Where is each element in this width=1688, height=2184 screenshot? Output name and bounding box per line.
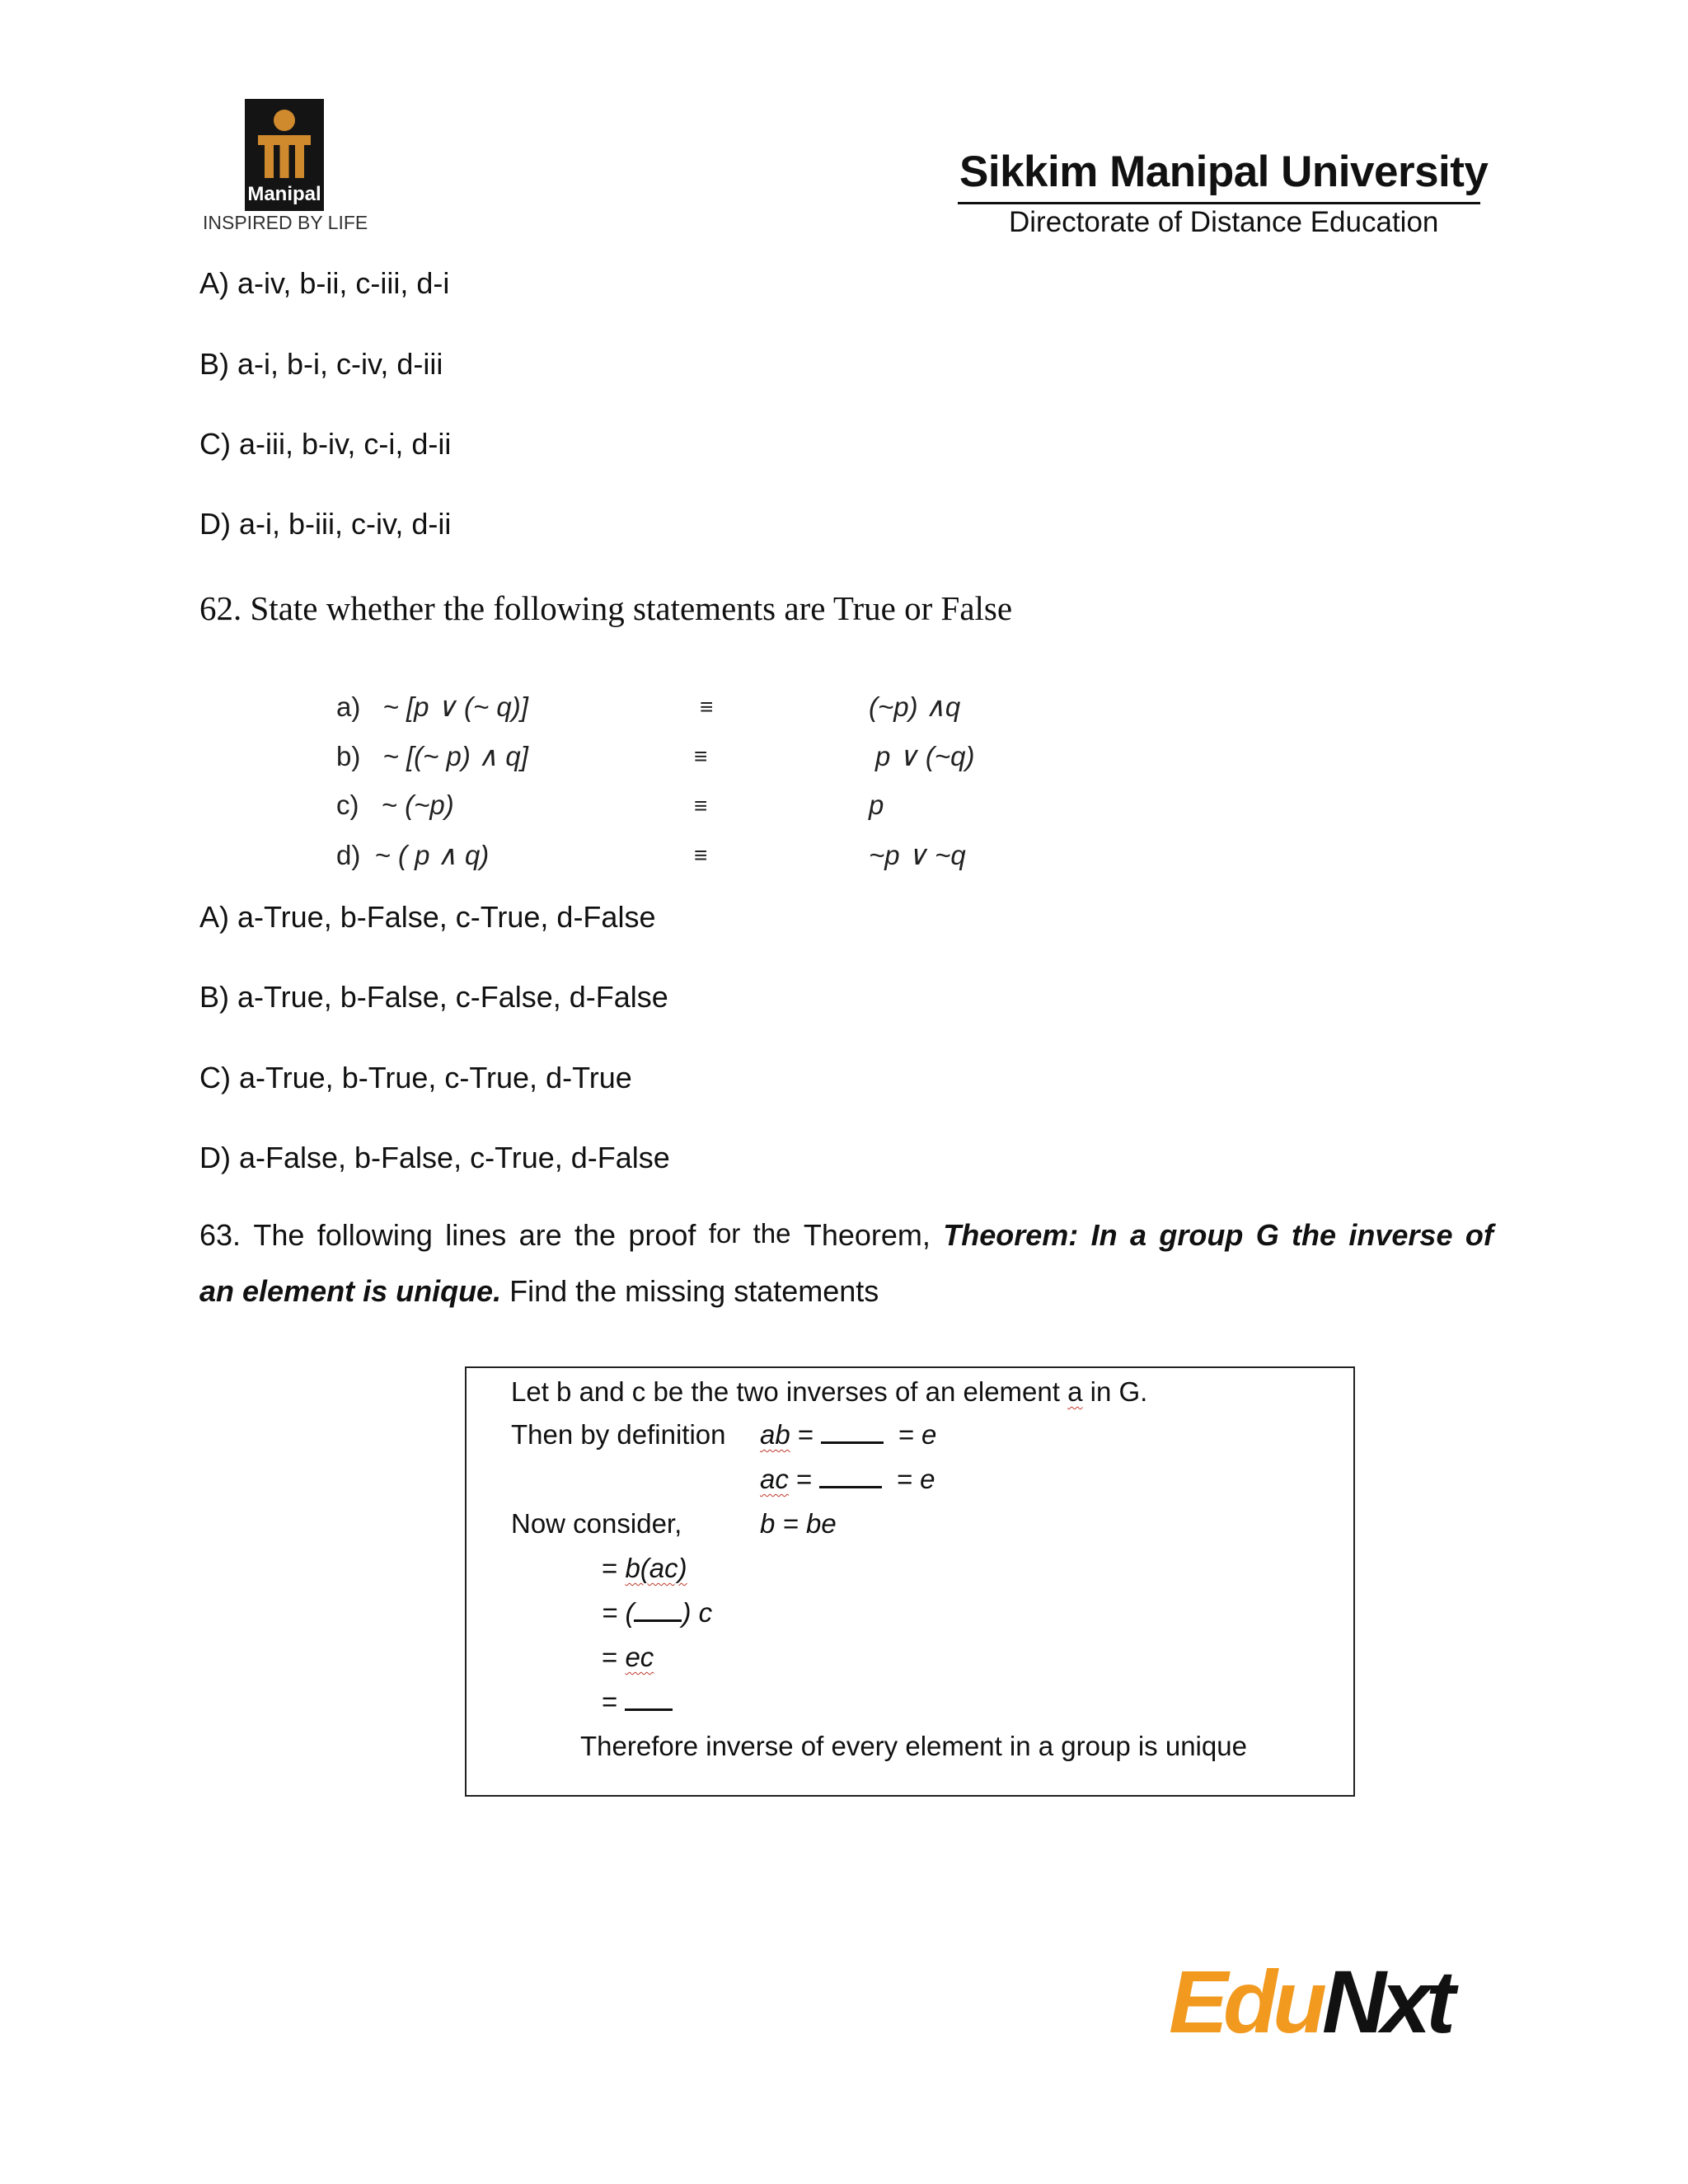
q63-word: Theorem, (803, 1218, 931, 1252)
statement-label: d) (336, 840, 361, 870)
q63-word: The (253, 1218, 305, 1252)
q61-option-b: B) a-i, b-i, c-iv, d-iii (199, 347, 443, 381)
step-2-close: ) c (682, 1597, 713, 1628)
brand-edu: Edu (1169, 1952, 1322, 2051)
element-a: a (1067, 1376, 1083, 1407)
q62-question: 62. State whether the following statements are True or False (199, 589, 1013, 627)
q62-statement-c-left (336, 790, 454, 821)
q63-word: the (753, 1218, 791, 1249)
eq-sign: = (602, 1642, 626, 1672)
header-rule (958, 202, 1480, 204)
q62-statement-b-right: p ∨ (~q) (875, 741, 975, 771)
q61-option-c: C) a-iii, b-iv, c-i, d-ii (199, 427, 452, 461)
q63-word: 63. (199, 1218, 241, 1252)
proof-line-1-end: in G. (1082, 1376, 1148, 1407)
theorem-word: inverse (1348, 1218, 1453, 1252)
university-name: Sikkim Manipal University (959, 148, 1489, 196)
eq-sign: = (797, 1419, 814, 1450)
q62-statement-c-equiv: ≡ (694, 793, 708, 818)
theorem-word: the (1292, 1218, 1337, 1252)
eq-sign: = (602, 1553, 626, 1583)
statement-expression: ~ [(~ p) ∧ q] (382, 741, 528, 771)
tagline: INSPIRED BY LIFE (203, 212, 368, 233)
directorate-name: Directorate of Distance Education (1009, 206, 1439, 238)
edunext-logo (1169, 1950, 1451, 2053)
q62-option-d: D) a-False, b-False, c-True, d-False (199, 1141, 670, 1174)
logo-word: Manipal (247, 183, 321, 205)
statement-label: b) (336, 741, 361, 771)
q63-word: the (574, 1218, 617, 1252)
statement-expression: ~ [p ∨ (~ q)] (382, 691, 528, 722)
step-2-open: = ( (602, 1597, 635, 1628)
b-equals-be: b = be (760, 1508, 837, 1539)
eq-sign: = (796, 1464, 813, 1494)
q63-word: following (316, 1218, 433, 1252)
theorem-word: a (1129, 1218, 1147, 1252)
q61-option-a: A) a-iv, b-ii, c-iii, d-i (199, 266, 450, 300)
theorem-word: group (1159, 1218, 1244, 1252)
proof-conclusion: Therefore inverse of every element in a group is unique (580, 1731, 1247, 1761)
blank-2[interactable] (819, 1486, 882, 1488)
q63-word: for (708, 1218, 741, 1249)
q63-tail: Find the missing statements (501, 1274, 879, 1308)
theorem-word: G (1255, 1218, 1279, 1252)
statement-label: c) (336, 790, 359, 820)
theorem-word: Theorem: (943, 1218, 1079, 1252)
step-1-expression: b(ac) (625, 1553, 687, 1583)
q62-option-a: A) a-True, b-False, c-True, d-False (199, 900, 656, 934)
eq-e: = e (896, 1464, 935, 1494)
q63-question-line2 (199, 1274, 879, 1309)
ab-term: ab (760, 1419, 790, 1450)
manipal-logo-icon (251, 104, 317, 186)
q63-word: lines (445, 1218, 507, 1252)
q63-word: are (518, 1218, 562, 1252)
proof-step-4 (602, 1686, 673, 1718)
q62-statement-a-right: (~p) ∧q (869, 691, 961, 722)
statement-label: a) (336, 691, 361, 722)
proof-line-1 (511, 1376, 1147, 1408)
q62-statement-a-left (336, 691, 528, 723)
q62-option-b: B) a-True, b-False, c-False, d-False (199, 980, 668, 1014)
eq-e: = e (898, 1419, 937, 1450)
q62-statement-d-left (336, 839, 489, 871)
theorem-text: an element is unique. (199, 1274, 502, 1308)
q63-word: proof (628, 1218, 696, 1252)
proof-step-3 (602, 1642, 654, 1673)
q62-option-c: C) a-True, b-True, c-True, d-True (199, 1061, 632, 1094)
proof-ab-line (760, 1419, 936, 1451)
proof-line-1-text: Let b and c be the two inverses of an element (511, 1376, 1068, 1407)
q62-statement-d-right: ~p ∨ ~q (869, 840, 966, 870)
q62-statement-b-left (336, 740, 528, 772)
brand-next: Nxt (1321, 1952, 1451, 2051)
now-consider: Now consider, (511, 1508, 682, 1539)
blank-4[interactable] (625, 1708, 673, 1711)
theorem-word: In (1090, 1218, 1118, 1252)
proof-box (465, 1366, 1355, 1797)
ac-term: ac (760, 1464, 789, 1494)
statement-expression: ~ ( p ∧ q) (374, 840, 490, 870)
manipal-logo (245, 99, 324, 211)
q62-statement-a-equiv: ≡ (700, 694, 714, 719)
blank-1[interactable] (821, 1441, 884, 1444)
q62-statement-d-equiv: ≡ (694, 842, 708, 868)
q62-statement-b-equiv: ≡ (694, 743, 708, 769)
q61-option-d: D) a-i, b-iii, c-iv, d-ii (199, 507, 452, 541)
then-by-definition: Then by definition (511, 1419, 726, 1450)
proof-step-1 (602, 1553, 687, 1584)
proof-ac-line (760, 1464, 935, 1495)
q62-statement-c-right: p (869, 790, 884, 820)
eq-sign: = (602, 1686, 618, 1717)
proof-step-2 (602, 1597, 712, 1629)
q63-question-line1 (199, 1218, 1493, 1253)
statement-expression: ~ (~p) (381, 790, 454, 820)
blank-3[interactable] (634, 1619, 682, 1622)
theorem-word: of (1465, 1218, 1493, 1252)
step-3-expression: ec (625, 1642, 654, 1672)
